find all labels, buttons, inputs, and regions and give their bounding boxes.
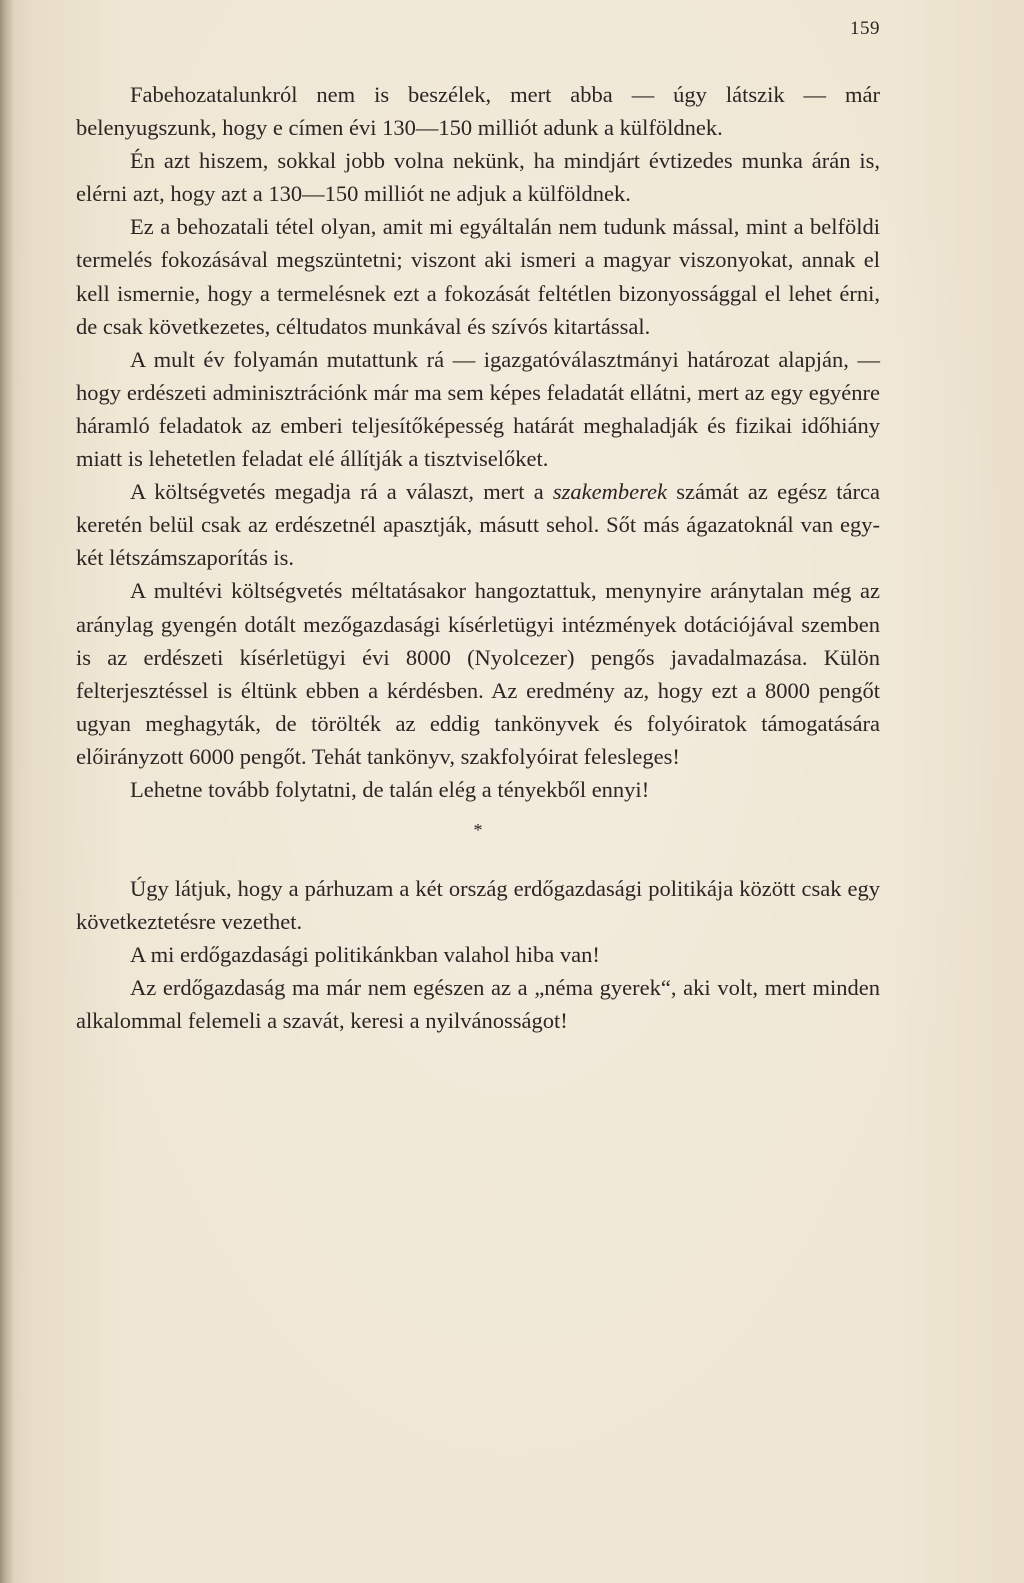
paragraph-text: A költségvetés megadja rá a választ, mert a [130, 479, 553, 505]
paragraph: Lehetne tovább folytatni, de talán elég a tényekből ennyi! [130, 776, 650, 802]
paragraph: Az erdőgazdaság ma már nem egészen az a „néma gyerek“, aki volt, mert minden alkalommal felemeli a szavát, keresi a nyilvánosságot! [76, 975, 880, 1034]
paragraph: Fabehozatalunkról nem is beszélek, mert abba — úgy látszik — már belenyugszunk, hogy e címen évi 130—150 milliót adunk a külföldnek. [76, 82, 880, 141]
paragraph: A multévi költségvetés méltatásakor hangoztattuk, menynyire aránytalan még az aránylag gyengén dotált mezőgazdasági kísérletügyi intézmények dotációjával szemben is az erdészeti kísérletügyi évi 8000 (Nyolcezer) pengős javadalmazása. Külön felterjesztéssel is éltünk ebben a kérdésben. Az eredmény az, hogy ezt a 8000 pengőt ugyan meghagyták, de törölték az eddig tankönyvek és folyóiratok támogatására előirányzott 6000 pengőt. Tehát tankönyv, szakfolyóirat felesleges! [76, 578, 880, 769]
paragraph: Ez a behozatali tétel olyan, amit mi egyáltalán nem tudunk mással, mint a belföldi termelés fokozásával megszüntetni; viszont aki ismeri a magyar viszonyokat, annak el kell ismernie, hogy a termelésnek ezt a fokozását feltétlen bizonyossággal el lehet érni, de csak következetes, céltudatos munkával és szívós kitartással. [76, 214, 880, 339]
page-number: 159 [850, 18, 880, 39]
paragraph: A mult év folyamán mutattunk rá — igazgatóválasztmányi határozat alapján, — hogy erdészeti adminisztrációnk már ma sem képes feladatát ellátni, mert az egy egyénre háramló feladatok az emberi teljesítőképesség határát meghaladják és fizikai időhiány miatt is lehetetlen feladat elé állítják a tisztviselőket. [76, 346, 880, 472]
paragraph: Én azt hiszem, sokkal jobb volna nekünk, ha mindjárt évtizedes munka árán is, elérni azt, hogy azt a 130—150 milliót ne adjuk a külföldnek. [76, 148, 880, 207]
paragraph: Úgy látjuk, hogy a párhuzam a két ország erdőgazdasági politikája között csak egy következtetésre vezethet. [76, 876, 880, 935]
paragraph-text: számát az egész tárca keretén belül csak az erdészetnél apasztják, másutt sehol. Sőt más ágazatoknál van egy-két létszámszaporítás is. [76, 479, 880, 571]
body-text [76, 78, 880, 1038]
binding-edge [0, 0, 14, 1583]
emphasized-word: szakemberek [552, 479, 668, 505]
paragraph: A mi erdőgazdasági politikánkban valahol hiba van! [130, 942, 600, 968]
section-separator: * [473, 820, 483, 841]
paragraph [76, 475, 880, 574]
